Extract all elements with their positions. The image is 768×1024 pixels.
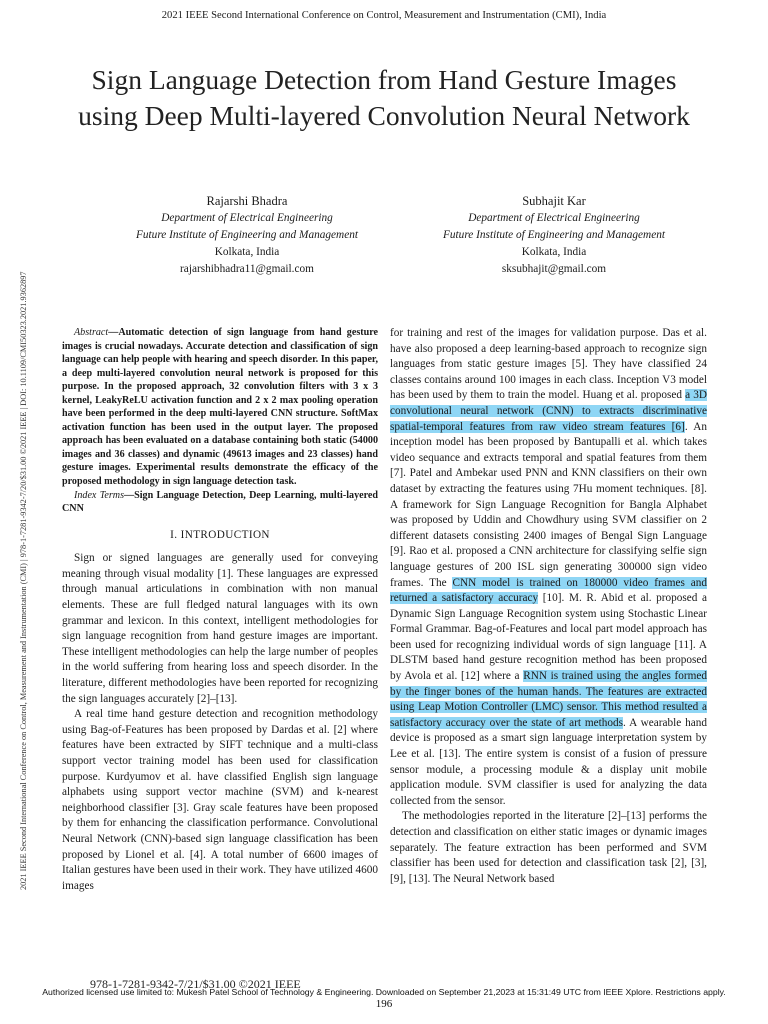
methodology-paragraph: The methodologies reported in the literature [2]–[13] performs the detection and classification on either static images or dynamic images separately. The feature extraction has been performed and SVM classifier has been used for detection and classification task [2], [3], [9], [13]. The Neural Network based: [390, 810, 707, 885]
author-institute: Future Institute of Engineering and Management: [135, 229, 359, 241]
author-department: Department of Electrical Engineering: [468, 212, 640, 224]
highlighted-text: CNN model is trained on 180000 video frames and returned a satisfactory accuracy: [390, 576, 707, 605]
author-email: sksubhajit@gmail.com: [501, 263, 607, 275]
footer-isbn: 978-1-7281-9342-7/21/$31.00 ©2021 IEEE: [90, 977, 301, 991]
text-run: . An inception model has been proposed by Bantupalli et al. which takes video sequance and extracts temporal and spatial features from them [7]. Patel and Ambekar used PNN and KNN classifiers on their own dataset by extracting the features using 7Hu moment techniques. [8]. A framework for Sign Language Recognition for Bangla Alphabet was proposed by Uddin and Chowdhury using SVM classifier on 2 different datasets consisting 2400 images of Bengal Sign Language [9]. Rao et al. proposed a CNN architecture for classifying selfie sign language gestures of 200 ISL sign generating 300000 sign video frames. The: [390, 420, 707, 589]
paper-title: Sign Language Detection from Hand Gesture Images using Deep Multi-layered Convolution Neural Network: [78, 64, 690, 131]
author-name: Subhajit Kar: [522, 194, 586, 208]
author-name: Rajarshi Bhadra: [206, 194, 288, 208]
highlighted-text: a 3D convolutional neural network (CNN) to extracts discriminative spatial-temporal features from raw video stream features [6]: [390, 389, 707, 433]
author-location: Kolkata, India: [214, 246, 280, 258]
left-column: [62, 326, 378, 894]
author-location: Kolkata, India: [521, 246, 587, 258]
page-number: 196: [375, 998, 393, 1010]
author-block-1: [92, 193, 402, 278]
index-terms-lead: Index Terms: [74, 489, 125, 501]
intro-paragraph: Sign or signed languages are generally used for conveying meaning through visual modality [1]. These languages are expressed through manual articulations in combination with non manual elements. These are full fledged natural languages with its own grammar and lexicon. In this context, intelligent methodologies for sign language recognition from hand gesture images are important. These intelligent methodologies can help the large number of peoples in the world suffering from hearing loss and speech disorder. In the literature, different methodologies have been reported for recognizing the sign languages accurately [2]–[13].: [62, 552, 378, 705]
abstract-lead: Abstract: [74, 327, 109, 338]
footer-license: Authorized licensed use limited to: Mukesh Patel School of Technology & Engineering. Downloaded on September 21,2023 at 15:31:49 UTC from IEEE Xplore. Restrictions apply.: [42, 987, 726, 997]
side-doi-text: 2021 IEEE Second International Conference on Control, Measurement and Instrumentation (CMI) | 978-1-7281-9342-7/20/$31.00 ©2021 IEEE | DOI: 10.1109/CMI50323.2021.9362897: [19, 271, 28, 890]
abstract: [62, 326, 378, 489]
index-terms-text: —Sign Language Detection, Deep Learning, multi-layered CNN: [62, 489, 378, 515]
author-block-2: [394, 193, 714, 278]
text-run: [10]. M. R. Abid et al. proposed a Dynamic Sign Language Recognition system using Stochastic Linear Formal Grammar. Bag-of-Features and local part model approach has been used for recognizing individual words of sign language [11]. A DLSTM based hand gesture recognition method has been proposed by Avola et al. [12] where a: [390, 592, 708, 683]
text-run: for training and rest of the images for validation purpose. Das et al. have also proposed a deep learning-based approach to recognize sign languages from static gesture images [5]. They have classified 24 classes contains around 100 images in each class. Inception V3 model has been used by them to train the model. Huang et al. proposed: [390, 327, 707, 402]
right-column: [390, 326, 707, 887]
author-email: rajarshibhadra11@gmail.com: [180, 263, 314, 275]
abstract-text: —Automatic detection of sign language from hand gesture images is crucial nowadays. Accurate detection and classification of sign language can help people with hearing and speech disorder. In this paper, a deep multi-layered convolution neural network is proposed for this purpose. In the proposed approach, 32 convolution filters with 3 x 3 kernel, LeakyReLU activation function and 2 x 2 max pooling operation have been performed in the deep multi-layered CNN structure. SoftMax activation function has been used in the output layer. The proposed approach has been evaluated on a database containing both static (54000 images and 36 classes) and dynamic (49613 images and 23 classes) hand gesture images. Experimental results demonstrate the efficacy of the proposed methodology in sign language detection task.: [62, 327, 378, 488]
index-terms: [62, 489, 378, 516]
section-heading-introduction: I. INTRODUCTION: [170, 528, 270, 541]
author-department: Department of Electrical Engineering: [161, 212, 333, 224]
highlighted-text: RNN is trained using the angles formed by the finger bones of the human hands. The features are extracted using Leap Motion Controller (LMC) sensor. This method resulted a satisfactory accuracy over the state of art methods: [390, 670, 707, 729]
author-institute: Future Institute of Engineering and Management: [442, 229, 666, 241]
text-run: . A wearable hand device is proposed as a smart sign language interpretation system by Lee et al. [13]. The entire system is consist of a fusion of pressure sensor module, a processing module & a display unit mobile application module. SVM classifier is used for analyzing the data collected from the sensor.: [390, 716, 707, 807]
intro-paragraph: A real time hand gesture detection and recognition methodology using Bag-of-Features has been proposed by Dardas et al. [2] where features have been extracted by SIFT technique and a multi-class support vector training model has been used for classification purpose. Kurdyumov et al. have classified English sign language alphabets using support vector machine (SVM) and k-nearest neighborhood classifier [3]. Gray scale features have been proposed by them for enhancing the classification performance. Convolutional Neural Network (CNN)-based sign language classification has been proposed by Lionel et al. [4]. A total number of 6600 images of Italian gestures have been used in their work. They have utilized 4600 images: [62, 708, 378, 892]
conference-header: 2021 IEEE Second International Conference on Control, Measurement and Instrumentation (CMI), India: [161, 10, 607, 21]
related-work-paragraph: [390, 326, 707, 809]
